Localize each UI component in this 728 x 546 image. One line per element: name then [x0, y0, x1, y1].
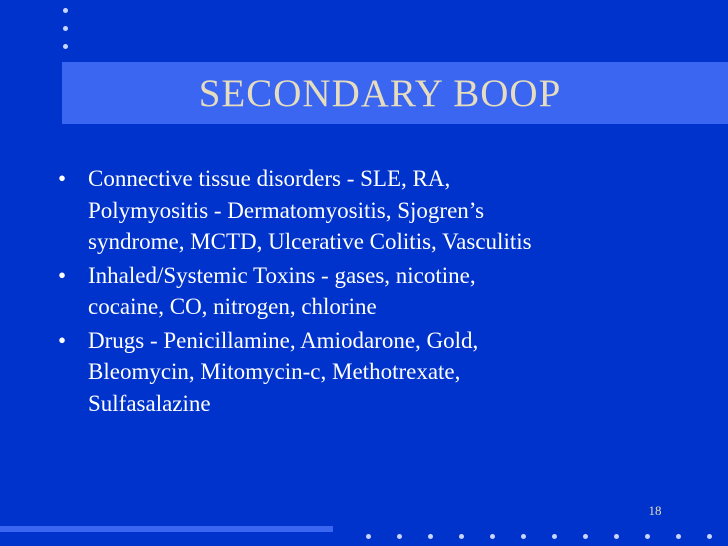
- bullet-line: Drugs - Penicillamine, Amiodarone, Gold,: [88, 327, 479, 353]
- decor-dot: [63, 8, 68, 13]
- decor-dot: [397, 534, 402, 539]
- bullet-line: Sulfasalazine: [88, 390, 211, 416]
- bottom-decorative-dots: [366, 534, 728, 542]
- bullet-line: cocaine, CO, nitrogen, chlorine: [88, 294, 377, 319]
- decor-dot: [521, 534, 526, 539]
- decor-dot: [459, 534, 464, 539]
- decor-dot: [552, 534, 557, 539]
- bullet-list: [58, 163, 688, 421]
- bullet-item-drugs: [58, 325, 688, 420]
- bottom-band: [0, 526, 333, 532]
- bullet-item-toxins: [58, 260, 688, 323]
- decor-dot: [63, 26, 68, 31]
- slide-title: SECONDARY BOOP: [198, 72, 562, 115]
- page-number: 18: [648, 503, 662, 518]
- bullet-marker: •: [58, 262, 67, 288]
- bullet-marker: •: [58, 327, 67, 353]
- bullet-line: Inhaled/Systemic Toxins - gases, nicotine,: [88, 262, 476, 288]
- decor-dot: [366, 534, 371, 539]
- decor-dot: [707, 534, 712, 539]
- left-decorative-dots: [63, 8, 73, 62]
- decor-dot: [614, 534, 619, 539]
- decor-dot: [676, 534, 681, 539]
- decor-dot: [428, 534, 433, 539]
- bullet-line: syndrome, MCTD, Ulcerative Colitis, Vasculitis: [88, 229, 532, 254]
- bullet-marker: •: [58, 166, 67, 191]
- decor-dot: [63, 44, 68, 49]
- decor-dot: [583, 534, 588, 539]
- bullet-line: Polymyositis - Dermatomyositis, Sjogren’s: [88, 197, 485, 223]
- bullet-item-connective-tissue: [58, 163, 688, 258]
- decor-dot: [645, 534, 650, 539]
- decor-dot: [490, 534, 495, 539]
- bullet-line: Connective tissue disorders - SLE, RA,: [88, 166, 451, 191]
- bullet-line: Bleomycin, Mitomycin-c, Methotrexate,: [88, 359, 461, 384]
